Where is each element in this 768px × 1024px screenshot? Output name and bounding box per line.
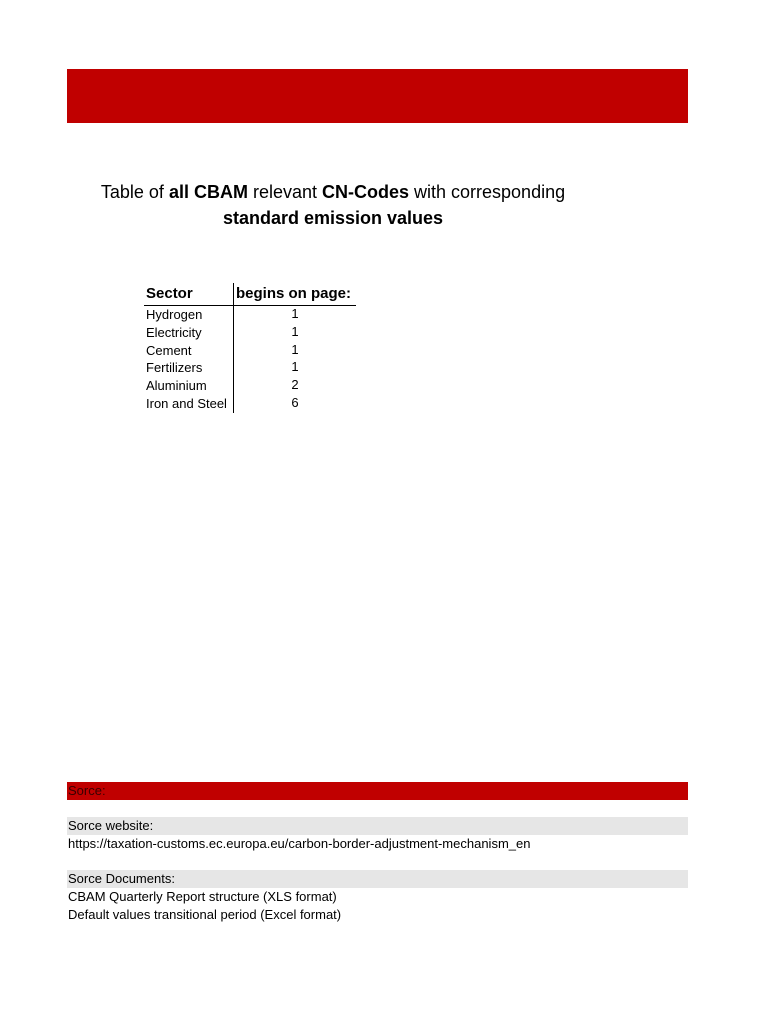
source-document-item[interactable]: Default values transitional period (Excel format) [68, 907, 342, 922]
sector-cell: Fertilizers [144, 359, 234, 377]
table-row [144, 377, 356, 395]
table-row [144, 342, 356, 360]
page-cell: 1 [291, 341, 299, 357]
sector-column-header: Sector [144, 283, 234, 306]
page-cell: 1 [291, 323, 299, 339]
page-column-header: begins on page: [234, 283, 357, 306]
source-website-link[interactable]: https://taxation-customs.ec.europa.eu/carbon-border-adjustment-mechanism_en [68, 836, 531, 851]
table-row [144, 395, 356, 413]
source-documents-label: Sorce Documents: [67, 870, 688, 888]
table-header-row [144, 283, 356, 306]
sector-cell: Electricity [144, 324, 234, 342]
header-band [67, 69, 688, 123]
sector-cell: Cement [144, 342, 234, 360]
source-label: Sorce: [67, 782, 688, 800]
sector-cell: Hydrogen [144, 306, 234, 324]
page-cell: 1 [291, 359, 299, 375]
page-cell: 1 [291, 306, 299, 321]
sector-cell: Iron and Steel [144, 395, 234, 413]
page-cell: 2 [291, 377, 299, 393]
source-website-label: Sorce website: [67, 817, 688, 835]
page-cell: 6 [291, 394, 299, 410]
page-title: Table of all CBAM relevant CN-Codes with corresponding standard emission values [100, 182, 566, 228]
table-row [144, 359, 356, 377]
table-row [144, 324, 356, 342]
source-document-item[interactable]: CBAM Quarterly Report structure (XLS format) [68, 889, 337, 904]
sector-cell: Aluminium [144, 377, 234, 395]
table-row [144, 306, 356, 324]
sector-table [144, 283, 356, 413]
